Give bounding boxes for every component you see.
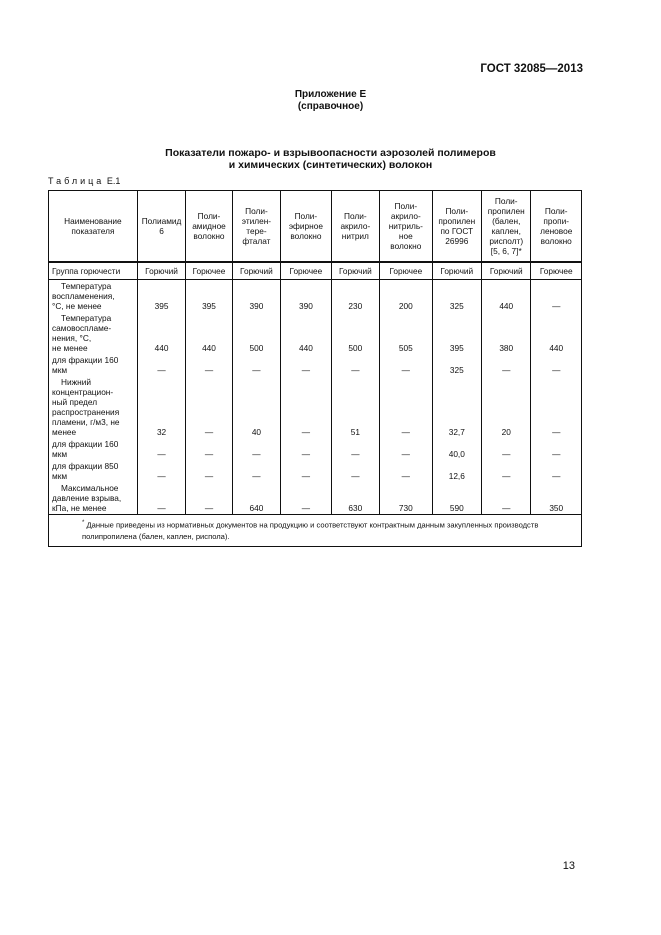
table-cell: — (232, 354, 280, 376)
table-cell: Горючий (432, 262, 481, 280)
row-label-line: не менее (52, 343, 88, 353)
row-label-line: самовоспламе- (52, 323, 112, 333)
document-title-line-1: Показатели пожаро- и взрывоопасности аэрозолей полимеров (165, 147, 496, 159)
column-header-line: фталат (242, 236, 271, 246)
table-cell: — (380, 376, 432, 438)
standard-code: ГОСТ 32085—2013 (480, 63, 583, 75)
table-cell: 395 (186, 280, 232, 313)
table-cell: — (531, 460, 582, 482)
row-label (49, 312, 138, 354)
table-cell: — (186, 482, 232, 515)
column-header-0 (49, 191, 138, 263)
table-cell: 325 (432, 280, 481, 313)
table-row-group (49, 262, 582, 280)
column-header-line: [5, 6, 7]* (490, 246, 522, 256)
table-cell: 350 (531, 482, 582, 515)
table-row (49, 280, 582, 313)
table-label (48, 176, 120, 186)
table-cell: — (531, 376, 582, 438)
table-row (49, 376, 582, 438)
table-cell: — (531, 438, 582, 460)
table-cell: — (531, 280, 582, 313)
table-cell: — (482, 460, 531, 482)
table-cell: Горючее (186, 262, 232, 280)
table-row (49, 354, 582, 376)
table-cell: 500 (331, 312, 379, 354)
row-label-line: менее (52, 427, 77, 437)
column-header-line: нитрил (341, 231, 369, 241)
table-cell: 32,7 (432, 376, 481, 438)
row-label-line: мкм (52, 471, 68, 481)
row-label (49, 482, 138, 515)
table-cell: — (137, 354, 185, 376)
table-cell: — (331, 438, 379, 460)
column-header-line: тере- (246, 226, 267, 236)
column-header-line: этилен- (241, 216, 272, 226)
table-footnote-row (49, 515, 582, 547)
table-header-row (49, 191, 582, 263)
column-header-line: эфирное (288, 221, 323, 231)
column-header-line: волокно (540, 236, 572, 246)
table-cell: 40,0 (432, 438, 481, 460)
column-header-line: ное (398, 231, 413, 241)
table-label-number: Е.1 (106, 176, 121, 186)
table-cell: 395 (432, 312, 481, 354)
document-title (0, 147, 661, 171)
data-table (48, 190, 582, 547)
table-cell: — (331, 460, 379, 482)
column-header-4 (281, 191, 331, 263)
table-row (49, 482, 582, 515)
table-cell: 440 (482, 280, 531, 313)
table-cell: 630 (331, 482, 379, 515)
row-label (49, 460, 138, 482)
table-cell: 440 (137, 312, 185, 354)
row-label (49, 376, 138, 438)
table-cell: 640 (232, 482, 280, 515)
column-header-line: рисполт) (489, 236, 524, 246)
table-cell: Горючий (482, 262, 531, 280)
table-cell: 390 (232, 280, 280, 313)
table-cell: Горючее (380, 262, 432, 280)
column-header-line: пропилен (487, 206, 525, 216)
table-cell: — (232, 438, 280, 460)
table-cell: 440 (186, 312, 232, 354)
row-label-line: концентрацион- (52, 387, 114, 397)
table-cell: — (531, 354, 582, 376)
column-header-line: Поли- (394, 201, 418, 211)
column-header-line: леновое (540, 226, 573, 236)
column-header-line: Поли- (445, 206, 469, 216)
table-label-word: Таблица (48, 176, 105, 186)
table-cell: — (482, 482, 531, 515)
column-header-line: по ГОСТ (440, 226, 474, 236)
table-row (49, 312, 582, 354)
page-number: 13 (562, 860, 575, 872)
table-cell: — (281, 438, 331, 460)
column-header-1 (137, 191, 185, 263)
table-cell: 505 (380, 312, 432, 354)
column-header-line: Наименование (64, 216, 122, 226)
table-cell: 440 (281, 312, 331, 354)
table-cell: — (137, 438, 185, 460)
column-header-line: акрило- (340, 221, 371, 231)
column-header-line: пропилен (438, 216, 476, 226)
table-cell: — (186, 460, 232, 482)
row-label-line: °С, не менее (52, 301, 102, 311)
footnote-text: Данные приведены из нормативных документов на продукцию и соответствуют контрактным данным закупленных производств полипропилена (бален, каплен, рисполa). (82, 520, 539, 541)
column-header-line: Поли- (197, 211, 221, 221)
table-cell: 51 (331, 376, 379, 438)
row-label-line: ный предел (52, 397, 98, 407)
table-cell: — (281, 376, 331, 438)
table-cell: — (380, 460, 432, 482)
document-title-line-2: и химических (синтетических) волокон (228, 159, 433, 171)
appendix-title: Приложение Е (294, 89, 367, 100)
column-header-line: нитриль- (388, 221, 423, 231)
table-cell: 500 (232, 312, 280, 354)
table-cell: 230 (331, 280, 379, 313)
row-label-line: пламени, г/м3, не (52, 417, 120, 427)
table-cell: Горючий (232, 262, 280, 280)
column-header-3 (232, 191, 280, 263)
table-cell: 380 (482, 312, 531, 354)
column-header-line: Полиамид (141, 216, 182, 226)
table-cell: — (186, 354, 232, 376)
row-label-line: мкм (52, 365, 68, 375)
table-cell: 325 (432, 354, 481, 376)
row-label-line: кПа, не менее (52, 503, 107, 513)
table-footnote (49, 515, 582, 547)
row-label-line: Температура (61, 313, 112, 323)
table-cell: — (137, 460, 185, 482)
row-label: Группа горючести (49, 262, 138, 280)
appendix-heading (0, 89, 661, 113)
row-label-line: Температура (61, 281, 112, 291)
column-header-9 (531, 191, 582, 263)
row-label (49, 280, 138, 313)
table-cell: — (281, 460, 331, 482)
row-label-line: давление взрыва, (52, 493, 122, 503)
row-label-line: для фракции 160 (52, 355, 119, 365)
row-label-line: Максимальное (61, 483, 119, 493)
column-header-line: Поли- (245, 206, 268, 216)
footnote-mark: * (82, 520, 85, 526)
column-header-line: волокно (290, 231, 322, 241)
table-cell: Горючее (531, 262, 582, 280)
table-cell: Горючий (331, 262, 379, 280)
table-cell: Горючий (137, 262, 185, 280)
table-cell: Горючее (281, 262, 331, 280)
appendix-subtitle: (справочное) (297, 101, 364, 112)
column-header-line: показателя (71, 226, 115, 236)
column-header-line: волокно (390, 241, 422, 251)
table-cell: — (482, 354, 531, 376)
table-cell: — (281, 482, 331, 515)
column-header-line: Поли- (294, 211, 318, 221)
table-cell: — (232, 460, 280, 482)
table-row (49, 438, 582, 460)
row-label-line: Нижний (61, 377, 92, 387)
table-cell: 40 (232, 376, 280, 438)
table-cell: 590 (432, 482, 481, 515)
row-label-line: нения, °С, (52, 333, 92, 343)
column-header-line: Поли- (344, 211, 367, 221)
table-cell: — (186, 376, 232, 438)
row-label (49, 438, 138, 460)
column-header-2 (186, 191, 232, 263)
column-header-line: Поли- (544, 206, 568, 216)
table-cell: — (281, 354, 331, 376)
table-cell: 200 (380, 280, 432, 313)
table-cell: — (380, 354, 432, 376)
table-cell: 390 (281, 280, 331, 313)
table-cell: 20 (482, 376, 531, 438)
column-header-line: акрило- (390, 211, 421, 221)
column-header-6 (380, 191, 432, 263)
table-cell: — (380, 438, 432, 460)
row-label-line: для фракции 850 (52, 461, 119, 471)
table-cell: — (137, 482, 185, 515)
column-header-line: пропи- (543, 216, 570, 226)
table-cell: 32 (137, 376, 185, 438)
row-label (49, 354, 138, 376)
table-cell: 395 (137, 280, 185, 313)
column-header-line: каплен, (491, 226, 521, 236)
table-cell: 730 (380, 482, 432, 515)
table-cell: — (482, 438, 531, 460)
row-label-line: распространения (52, 407, 120, 417)
row-label-line: для фракции 160 (52, 439, 119, 449)
column-header-line: Поли- (494, 196, 518, 206)
column-header-line: (бален, (492, 216, 521, 226)
column-header-line: 6 (159, 226, 164, 236)
table-cell: — (331, 354, 379, 376)
table-cell: 440 (531, 312, 582, 354)
table-cell: — (186, 438, 232, 460)
column-header-5 (331, 191, 379, 263)
column-header-7 (432, 191, 481, 263)
table-row (49, 460, 582, 482)
column-header-line: амидное (192, 221, 226, 231)
column-header-line: 26996 (445, 236, 469, 246)
table-cell: 12,6 (432, 460, 481, 482)
column-header-line: волокно (193, 231, 225, 241)
column-header-8 (482, 191, 531, 263)
row-label-line: мкм (52, 449, 68, 459)
row-label-line: воспламенения, (52, 291, 115, 301)
